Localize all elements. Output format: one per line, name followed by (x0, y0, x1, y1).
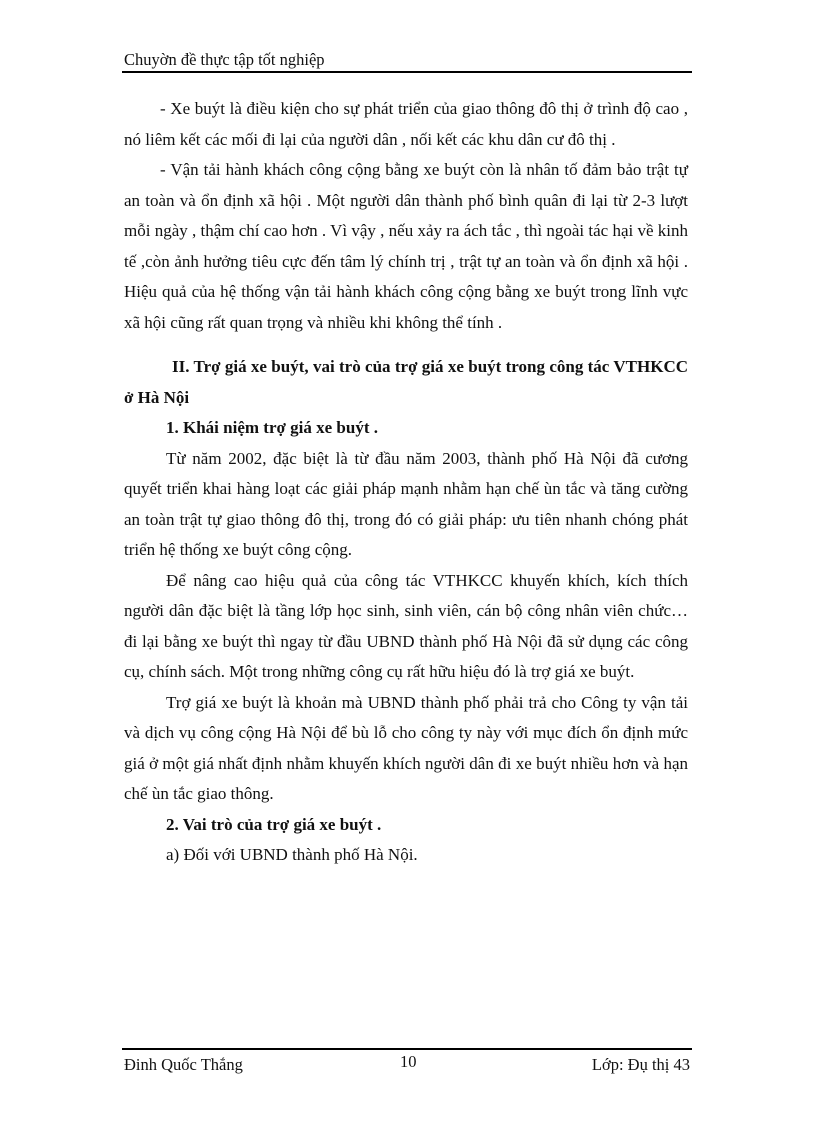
paragraph-bullet-2: - Vận tải hành khách công cộng bằng xe buýt còn là nhân tố đảm bảo trật tự an toàn và ổn định xã hội . Một người dân thành phố bình quân đi lại từ 2-3 lượt mỗi ngày , thậm chí cao hơn . Vì vậy , nếu xảy ra ách tắc , thì ngoài tác hại về kinh tế ,còn ảnh hưởng tiêu cực đến tâm lý chính trị , trật tự an toàn và ổn định xã hội . Hiệu quả của hệ thống vận tải hành khách công cộng bằng xe buýt trong lĩnh vực xã hội cũng rất quan trọng và nhiều khi không thể tính . (124, 160, 688, 332)
footer-author: Đinh Quốc Thắng (124, 1055, 243, 1074)
paragraph-6: a) Đối với UBND thành phố Hà Nội. (166, 845, 418, 864)
section-heading: II. Trợ giá xe buýt, vai trò của trợ giá xe buýt trong công tác VTHKCC ở Hà Nội (124, 357, 688, 407)
body-text (124, 94, 688, 871)
paragraph-3: Từ năm 2002, đặc biệt là từ đầu năm 2003, thành phố Hà Nội đã cương quyết triển khai hàng loạt các giải pháp mạnh nhằm hạn chế ùn tắc và tăng cường an toàn trật tự giao thông đô thị, trong đó có giải pháp: ưu tiên nhanh chóng phát triển hệ thống xe buýt công cộng. (124, 448, 688, 559)
footer-class: Lớp: Đụ thị 43 (591, 1055, 690, 1074)
header-divider (122, 71, 692, 73)
header-title: Chuyờn đề thực tập tốt nghiệp (124, 50, 325, 69)
footer-divider (122, 1048, 692, 1050)
subsection-heading-2: 2. Vai trò của trợ giá xe buýt . (166, 814, 382, 834)
subsection-heading-1: 1. Khái niệm trợ giá xe buýt . (166, 418, 378, 437)
paragraph-4: Để nâng cao hiệu quả của công tác VTHKCC khuyến khích, kích thích người dân đặc biệt là tầng lớp học sinh, sinh viên, cán bộ công nhân viên chức… đi lại bằng xe buýt thì ngay từ đầu UBND thành phố Hà Nội đã sử dụng các công cụ, chính sách. Một trong những công cụ rất hữu hiệu đó là trợ giá xe buýt. (124, 570, 688, 681)
paragraph-bullet-1: - Xe buýt là điều kiện cho sự phát triển của giao thông đô thị ở trình độ cao , nó liêm kết các mối đi lại của người dân , nối kết các khu dân cư đô thị . (124, 99, 688, 149)
page-number: 10 (400, 1052, 417, 1071)
paragraph-5: Trợ giá xe buýt là khoản mà UBND thành phố phải trả cho Công ty vận tải và dịch vụ công cộng Hà Nội để bù lỗ cho công ty này với mục đích ổn định mức giá ở một giá nhất định nhằm khuyến khích người dân đi xe buýt nhiều hơn và hạn chế ùn tắc giao thông. (124, 692, 688, 803)
